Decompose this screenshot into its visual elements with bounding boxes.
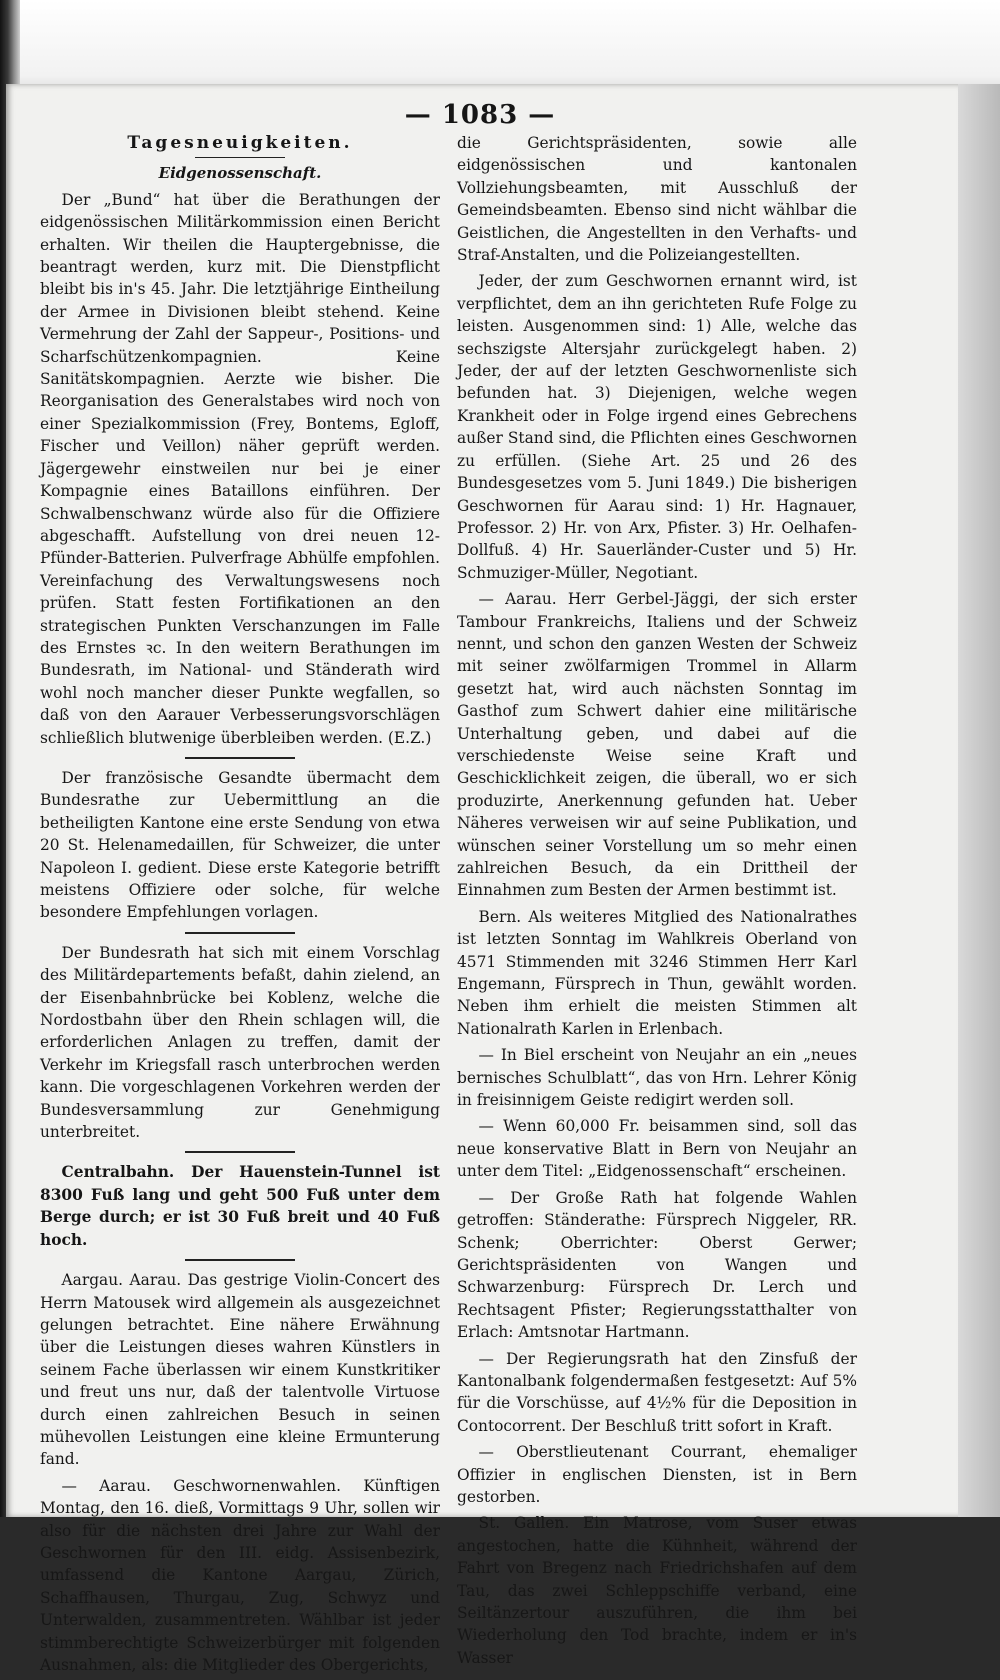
article-paragraph: — Aarau. Geschwornenwahlen. Künftigen Montag, den 16. dieß, Vormittags 9 Uhr, sollen wir also für die nächsten drei Jahre zur Wahl der Geschwornen für den III. eidg. Assisenbezirk, umfassend die Kantone Aargau, Zürich, Schaffhausen, Thurgau, Zug, Schwyz und Unterwalden, zusammentreten. Wählbar ist jeder stimmberechtigte Schweizerbürger mit folgenden Ausnahmen, als: die Mitglieder des Obergerichts, — [40, 1476, 440, 1674]
subsection-title: Eidgenossenschaft. — [158, 164, 322, 183]
article-paragraph: Jeder, der zum Geschwornen ernannt wird, ist verpflichtet, dem an ihn gerichteten Rufe Folge zu leisten. Ausgenommen sind: 1) Alle, welche das sechszigste Altersjahr zurückgelegt haben. 2) Jeder, der auf der letzten Geschwornenliste sich befunden hat. 3) Diejenigen, welche wegen Krankheit oder in Folge irgend eines Gebrechens außer Stand sind, die Pflichten eines Geschwornen zu erfüllen. (Siehe Art. 25 und 26 des Bundesgesetzes vom 5. Juni 1849.) Die bisherigen Geschwornen für Aarau sind: 1) Hr. Hagnauer, Professor. 2) Hr. von Arx, Pfister. 3) Hr. Oelhafen-Dollfuß. 4) Hr. Sauerländer-Custer und 5) Hr. Schmuziger-Müller, Negotiant. — [457, 272, 857, 582]
scan-background-top — [0, 0, 1000, 84]
divider — [185, 932, 295, 934]
article-paragraph: — In Biel erscheint von Neujahr an ein „neues bernisches Schulblatt“, das von Hrn. Lehrer König in freisinnigem Geiste redigirt werden soll. — [457, 1046, 857, 1110]
right-column — [457, 132, 857, 1673]
article-paragraph: Centralbahn. Der Hauenstein-Tunnel ist 8300 Fuß lang und geht 500 Fuß unter dem Berge durch; er ist 30 Fuß breit und 40 Fuß hoch. — [40, 1163, 440, 1249]
article-paragraph: Aargau. Aarau. Das gestrige Violin-Concert des Herrn Matousek wird allgemein als ausgezeichnet gelungen betrachtet. Eine nähere Erwähnung über die Leistungen dieses wahren Künstlers in seinem Fache überlassen wir einem Kunstkritiker und freut uns nur, daß der talentvolle Virtuose durch einen zahlreichen Besuch in seinen mühevollen Leistungen eine kleine Ermunterung fand. — [40, 1271, 440, 1469]
article-paragraph: — Der Regierungsrath hat den Zinsfuß der Kantonalbank folgendermaßen festgesetzt: Auf 5% für die Vorschüsse, auf 4½% für die Deposition in Contocorrent. Der Beschluß tritt sofort in Kraft. — [457, 1349, 857, 1435]
article-paragraph: die Gerichtspräsidenten, sowie alle eidgenössischen und kantonalen Vollziehungsbeamten, mit Ausschluß der Gemeindsbeamten. Ebenso sind nicht wählbar die Geistlichen, die Angestellten in den Verhafts- und Straf-Anstalten, und die Polizeiangestellten. — [457, 134, 857, 265]
divider — [195, 157, 285, 158]
left-column — [40, 132, 440, 1680]
article-paragraph: — Aarau. Herr Gerbel-Jäggi, der sich erster Tambour Frankreichs, Italiens und der Schweiz nennt, und schon den ganzen Westen der Schweiz mit seiner zwölfarmigen Trommel in Allarm gesetzt hat, wird auch nächsten Sonntag im Gasthof zum Schwert dahier eine militärische Unterhaltung geben, und dabei auf die verschiedenste Weise seine Kraft und Geschicklichkeit zeigen, die überall, wo er sich produzirte, Anerkennung gefunden hat. Ueber Näheres verweisen wir auf seine Publikation, und wünschen seiner Vorstellung um so mehr einen zahlreichen Besuch, da ein Drittheil der Einnahmen zum Besten der Armen bestimmt ist. — [457, 590, 857, 900]
article-paragraph: Der französische Gesandte übermacht dem Bundesrathe zur Uebermittlung an die betheiligten Kantone eine erste Sendung von etwa 20 St. Helenamedaillen, für Schweizer, die unter Napoleon I. gedient. Diese erste Kategorie betrifft meistens Offiziere oder solche, für welche besondere Empfehlungen vorlagen. — [40, 768, 440, 922]
divider — [185, 1151, 295, 1153]
section-title: Tagesneuigkeiten. — [127, 133, 353, 153]
article-paragraph: — Oberstlieutenant Courrant, ehemaliger Offizier in englischen Diensten, ist in Bern gestorben. — [457, 1443, 857, 1506]
article-paragraph: — Wenn 60,000 Fr. beisammen sind, soll das neue konservative Blatt in Bern von Neujahr an unter dem Titel: „Eidgenossenschaft“ erscheinen. — [457, 1117, 857, 1181]
article-paragraph: — Der Große Rath hat folgende Wahlen getroffen: Ständerathe: Fürsprech Niggeler, RR. Schenk; Oberrichter: Oberst Gerwer; Gerichtspräsidenten von Wangen und Schwarzenburg: Fürsprech Dr. Lerch und Rechtsagent Pfister; Regierungsstatthalter von Erlach: Amtsnotar Hartmann. — [457, 1188, 857, 1342]
article-paragraph: Der „Bund“ hat über die Berathungen der eidgenössischen Militärkommission einen Bericht erhalten. Wir theilen die Hauptergebnisse, die beantragt werden, kurz mit. Die Dienstpflicht bleibt bis in's 45. Jahr. Die letztjährige Eintheilung der Armee in Divisionen bleibt stehend. Keine Vermehrung der Zahl der Sappeur-, Positions- und Scharfschützenkompagnien. Keine Sanitätskompagnien. Aerzte wie bisher. Die Reorganisation des Generalstabes wird noch von einer Spezialkommission (Frey, Bontems, Egloff, Fischer und Veillon) näher geprüft werden. Jägergewehr einstweilen nur bei je einer Kompagnie eines Bataillons einführen. Der Schwalbenschwanz würde also für die Offiziere abgeschafft. Aufstellung von drei neuen 12-Pfünder-Batterien. Pulverfrage Abhülfe empfohlen. Vereinfachung des Verwaltungswesens noch prüfen. Statt festen Fortifikationen an den strategischen Punkten Verschanzungen im Falle des Ernstes ꝛc. In den weitern Berathungen im Bundesrath, im National- und Ständerath wird wohl noch mancher dieser Punkte wegfallen, so daß von den Aarauer Verbesserungsvorschlägen schließlich blutwenige überbleiben werden. (E.Z.) — [40, 190, 440, 747]
article-paragraph: St. Gallen. Ein Matrose, vom Suser etwas angestochen, hatte die Kühnheit, während der Fahrt von Bregenz nach Friedrichshafen auf dem Tau, das zwei Schleppschiffe verband, eine Seiltänzertour auszuführen, die ihm bei Wiederholung den Tod brachte, indem er in's Wasser — [457, 1514, 857, 1667]
divider — [185, 757, 295, 759]
article-paragraph: Bern. Als weiteres Mitglied des Nationalrathes ist letzten Sonntag im Wahlkreis Oberland von 4571 Stimmenden mit 3246 Stimmen Herr Karl Engemann, Fürsprech in Thun, gewählt worden. Neben ihm erhielt die meisten Stimmen alt Nationalrath Karlen in Erlenbach. — [457, 907, 857, 1038]
divider — [185, 1259, 295, 1261]
page-number: — 1083 — — [404, 100, 556, 130]
page-right-edge — [958, 84, 1000, 1517]
article-paragraph: Der Bundesrath hat sich mit einem Vorschlag des Militärdepartements befaßt, dahin zielend, an der Eisenbahnbrücke bei Koblenz, welche die Nordostbahn über den Rhein schlagen will, die erforderlichen Anlagen zu treffen, damit der Verkehr im Kriegsfall rasch unterbrochen werden kann. Die vorgeschlagenen Vorkehren werden der Bundesversammlung zur Genehmigung unterbreitet. — [40, 943, 440, 1142]
